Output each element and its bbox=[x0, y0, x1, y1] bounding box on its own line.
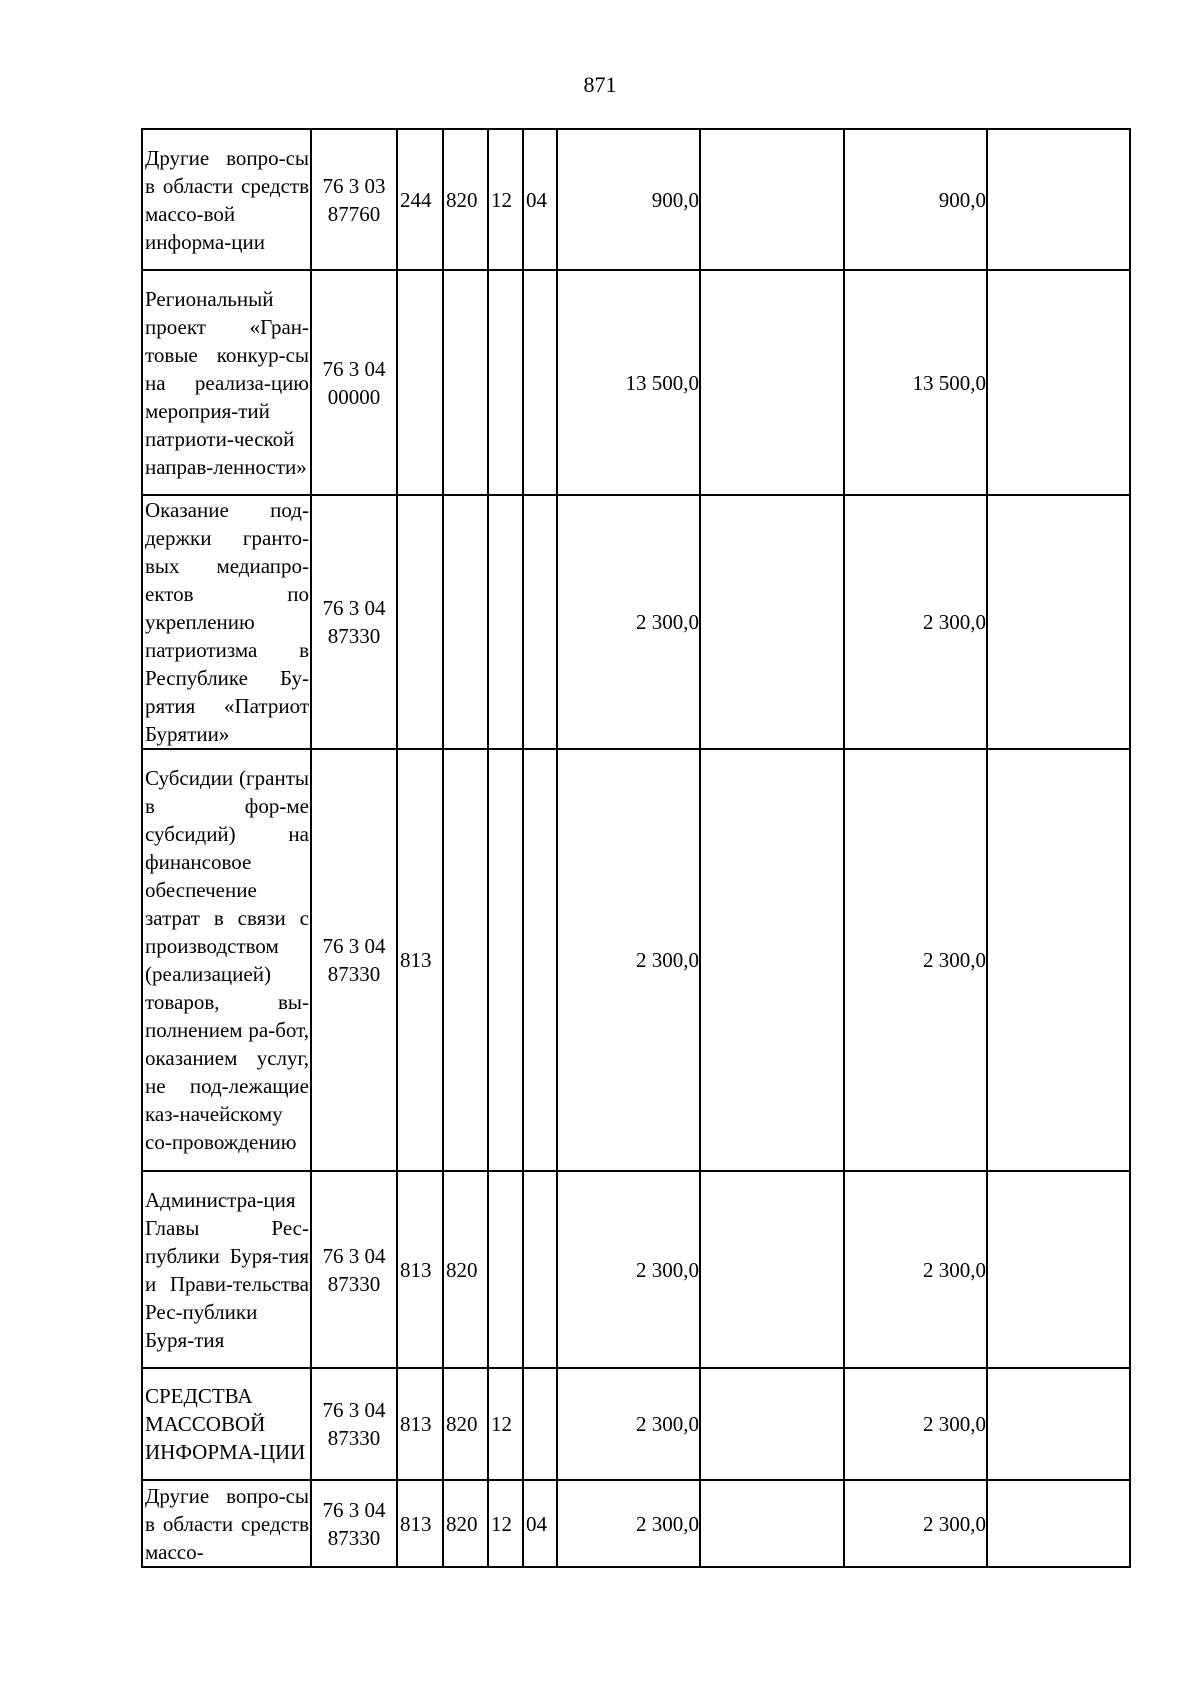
subsection-code bbox=[523, 495, 557, 749]
subsection-code bbox=[523, 1171, 557, 1368]
amount-1: 2 300,0 bbox=[557, 1368, 700, 1480]
target-article-code: 76 3 04 87330 bbox=[311, 749, 397, 1171]
target-article-code: 76 3 04 87330 bbox=[311, 1480, 397, 1567]
administrator-code bbox=[443, 749, 488, 1171]
row-name: Региональный проект «Гран-товые конкур-сы на реализа-цию мероприя-тий патриоти-ческой направ-ленности» bbox=[142, 270, 311, 495]
page-number: 871 bbox=[583, 72, 617, 97]
amount-2 bbox=[700, 749, 844, 1171]
target-article-code: 76 3 04 00000 bbox=[311, 270, 397, 495]
amount-2 bbox=[700, 495, 844, 749]
subsection-code bbox=[523, 1368, 557, 1480]
table-row bbox=[142, 495, 1130, 749]
amount-3: 2 300,0 bbox=[844, 1368, 987, 1480]
target-article-code: 76 3 04 87330 bbox=[311, 1368, 397, 1480]
administrator-code: 820 bbox=[443, 1480, 488, 1567]
row-name: СРЕДСТВА МАССОВОЙ ИНФОРМА-ЦИИ bbox=[142, 1368, 311, 1480]
amount-4 bbox=[987, 1171, 1130, 1368]
section-code bbox=[488, 749, 523, 1171]
amount-1: 2 300,0 bbox=[557, 1480, 700, 1567]
amount-1: 2 300,0 bbox=[557, 495, 700, 749]
amount-2 bbox=[700, 1368, 844, 1480]
expense-type-code: 813 bbox=[397, 1171, 443, 1368]
table-row bbox=[142, 1480, 1130, 1567]
amount-2 bbox=[700, 129, 844, 270]
expense-type-code: 244 bbox=[397, 129, 443, 270]
section-code: 12 bbox=[488, 129, 523, 270]
administrator-code bbox=[443, 270, 488, 495]
amount-3: 2 300,0 bbox=[844, 1171, 987, 1368]
administrator-code: 820 bbox=[443, 129, 488, 270]
target-article-code: 76 3 03 87760 bbox=[311, 129, 397, 270]
administrator-code bbox=[443, 495, 488, 749]
amount-4 bbox=[987, 495, 1130, 749]
amount-1: 13 500,0 bbox=[557, 270, 700, 495]
subsection-code bbox=[523, 749, 557, 1171]
table-row bbox=[142, 1368, 1130, 1480]
amount-1: 2 300,0 bbox=[557, 1171, 700, 1368]
amount-3: 900,0 bbox=[844, 129, 987, 270]
section-code: 12 bbox=[488, 1480, 523, 1567]
amount-4 bbox=[987, 1368, 1130, 1480]
row-name: Администра-ция Главы Рес-публики Буря-тия и Прави-тельства Рес-публики Буря-тия bbox=[142, 1171, 311, 1368]
amount-3: 13 500,0 bbox=[844, 270, 987, 495]
table-row bbox=[142, 129, 1130, 270]
amount-4 bbox=[987, 129, 1130, 270]
section-code: 12 bbox=[488, 1368, 523, 1480]
budget-table bbox=[141, 128, 1131, 1568]
row-name: Другие вопро-сы в области средств массо-вой информа-ции bbox=[142, 129, 311, 270]
budget-table-body bbox=[142, 129, 1130, 1567]
target-article-code: 76 3 04 87330 bbox=[311, 495, 397, 749]
amount-4 bbox=[987, 749, 1130, 1171]
table-row bbox=[142, 749, 1130, 1171]
amount-3: 2 300,0 bbox=[844, 1480, 987, 1567]
row-name: Другие вопро-сы в области средств массо- bbox=[142, 1480, 311, 1567]
amount-2 bbox=[700, 1480, 844, 1567]
row-name: Оказание под-держки гранто-вых медиапро-ектов по укреплению патриотизма в Республике Бу-рятия «Патриот Бурятии» bbox=[142, 495, 311, 749]
expense-type-code: 813 bbox=[397, 1480, 443, 1567]
amount-1: 900,0 bbox=[557, 129, 700, 270]
expense-type-code bbox=[397, 495, 443, 749]
amount-4 bbox=[987, 270, 1130, 495]
table-row bbox=[142, 270, 1130, 495]
administrator-code: 820 bbox=[443, 1171, 488, 1368]
section-code bbox=[488, 1171, 523, 1368]
expense-type-code bbox=[397, 270, 443, 495]
amount-3: 2 300,0 bbox=[844, 749, 987, 1171]
target-article-code: 76 3 04 87330 bbox=[311, 1171, 397, 1368]
expense-type-code: 813 bbox=[397, 749, 443, 1171]
amount-4 bbox=[987, 1480, 1130, 1567]
amount-2 bbox=[700, 1171, 844, 1368]
row-name: Субсидии (гранты в фор-ме субсидий) на финансовое обеспечение затрат в связи с производством (реализацией) товаров, вы-полнением ра-бот, оказанием услуг, не под-лежащие каз-начейскому со-провождению bbox=[142, 749, 311, 1171]
section-code bbox=[488, 495, 523, 749]
table-row bbox=[142, 1171, 1130, 1368]
amount-1: 2 300,0 bbox=[557, 749, 700, 1171]
amount-2 bbox=[700, 270, 844, 495]
section-code bbox=[488, 270, 523, 495]
administrator-code: 820 bbox=[443, 1368, 488, 1480]
subsection-code bbox=[523, 270, 557, 495]
subsection-code: 04 bbox=[523, 129, 557, 270]
expense-type-code: 813 bbox=[397, 1368, 443, 1480]
amount-3: 2 300,0 bbox=[844, 495, 987, 749]
subsection-code: 04 bbox=[523, 1480, 557, 1567]
